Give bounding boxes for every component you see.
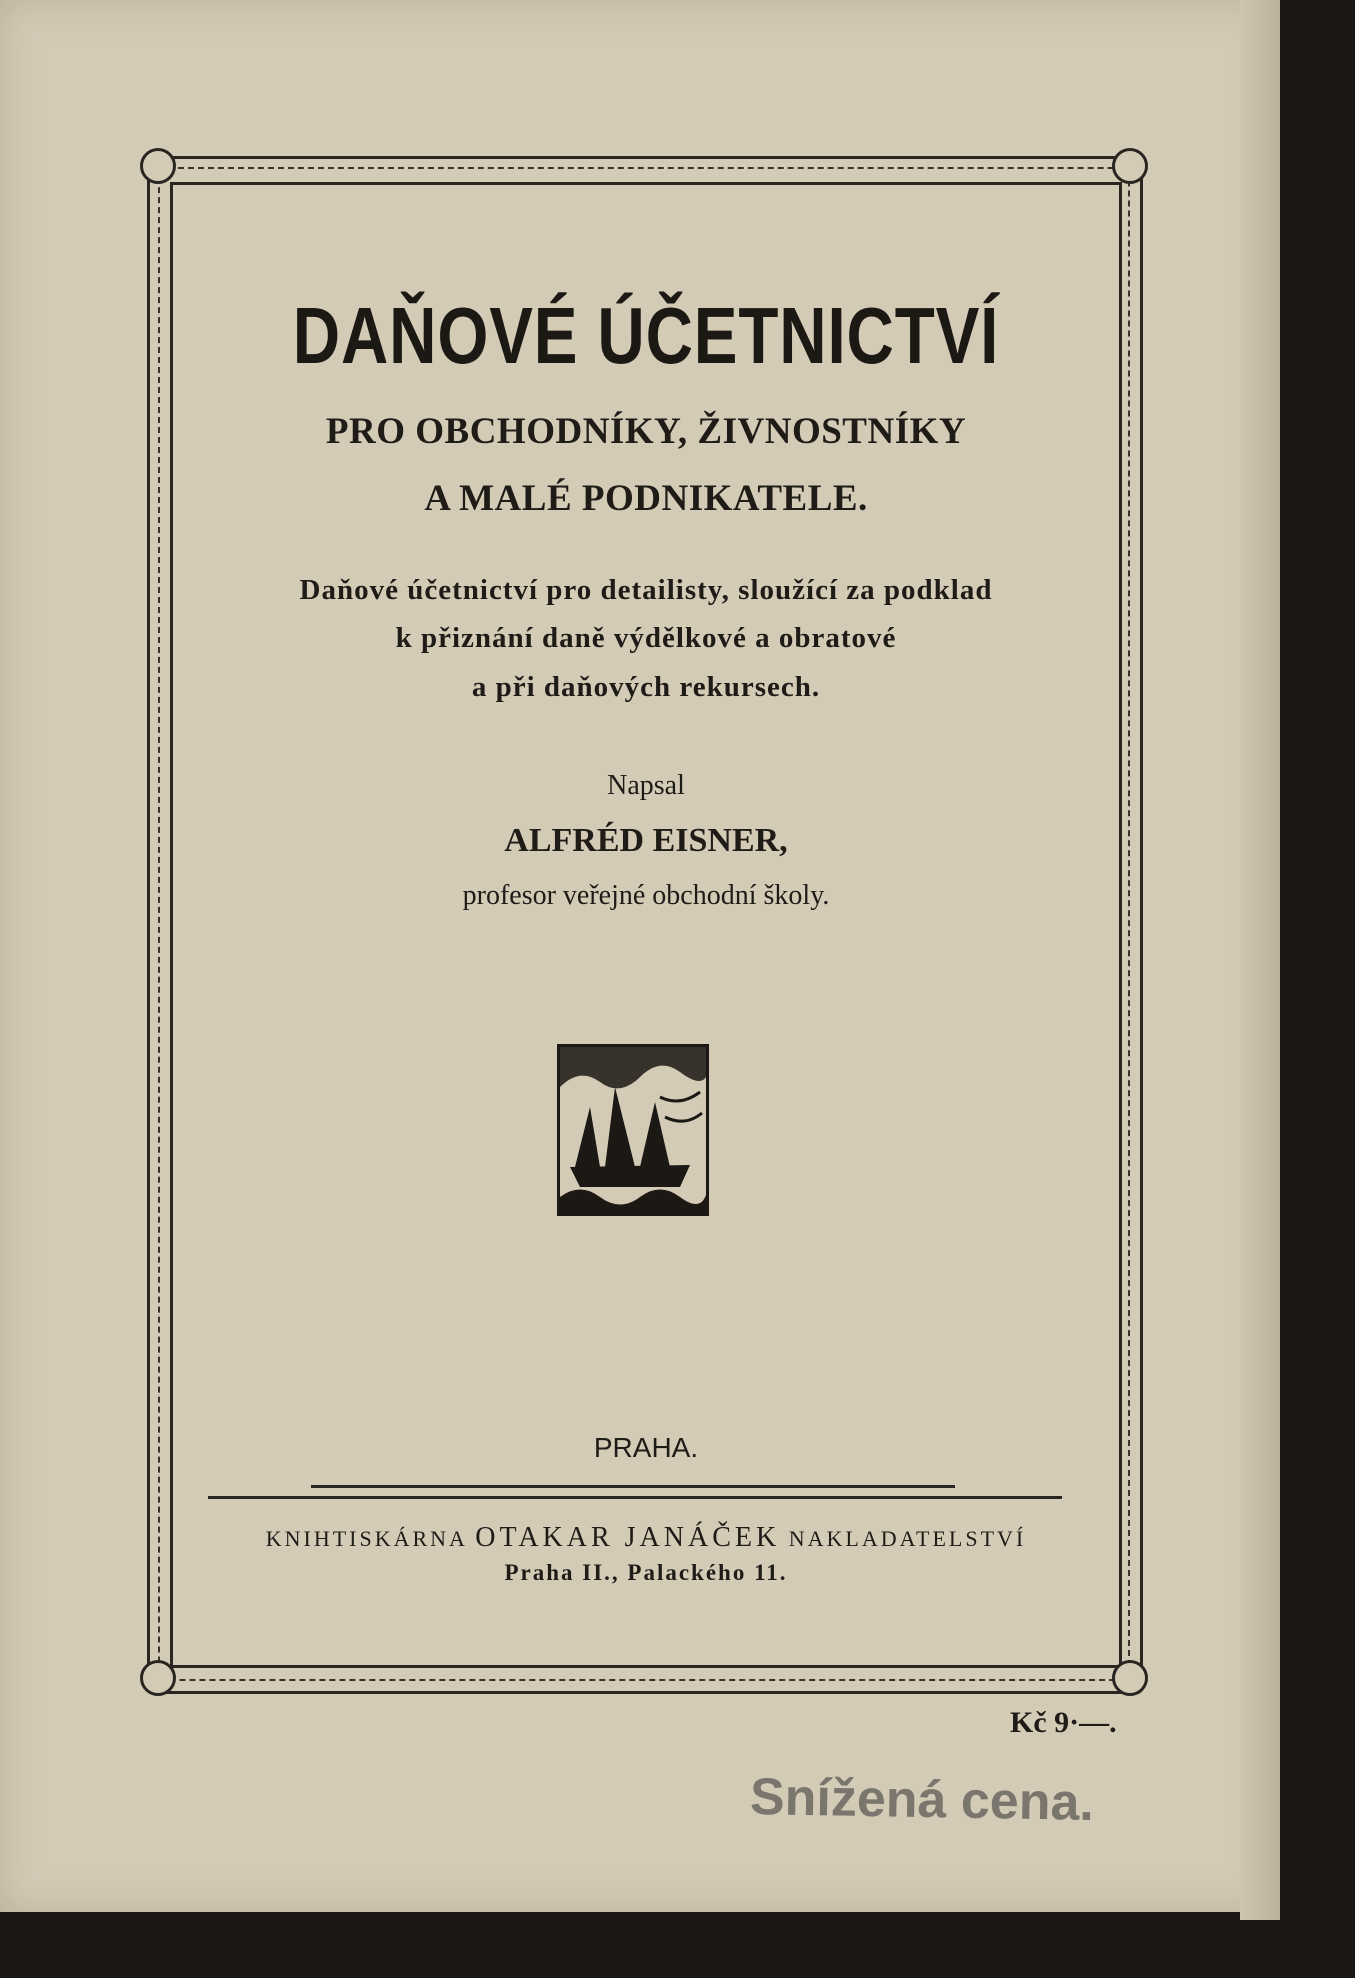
divider-rule bbox=[311, 1485, 955, 1488]
written-by-label: Napsal bbox=[607, 770, 685, 801]
author-name: ALFRÉD EISNER, bbox=[504, 822, 788, 859]
description-line-3: a při daňových rekursech. bbox=[471, 671, 821, 703]
book-title: DAŇOVÉ ÚČETNICTVÍ bbox=[292, 291, 1000, 380]
cover-edge bbox=[1240, 0, 1280, 1920]
ship-emblem-icon bbox=[557, 1044, 709, 1216]
divider-rule bbox=[208, 1496, 1062, 1499]
city-label: PRAHA. bbox=[593, 1432, 699, 1463]
price-label: Kč 9·—. bbox=[1010, 1706, 1117, 1739]
publisher-name: OTAKAR JANÁČEK bbox=[475, 1522, 781, 1553]
publisher-address: Praha II., Palackého 11. bbox=[504, 1560, 788, 1585]
subtitle-line-1: PRO OBCHODNÍKY, ŽIVNOSTNÍKY bbox=[325, 411, 967, 452]
corner-ornament-icon bbox=[140, 1660, 176, 1696]
author-title: profesor veřejné obchodní školy. bbox=[462, 880, 830, 911]
description-line-2: k přiznání daně výdělkové a obratové bbox=[395, 622, 897, 654]
description-line-1: Daňové účetnictví pro detailisty, sloužící za podklad bbox=[299, 574, 993, 606]
publisher-line bbox=[170, 1522, 1122, 1554]
corner-ornament-icon bbox=[1112, 1660, 1148, 1696]
corner-ornament-icon bbox=[1112, 148, 1148, 184]
publisher-left: KNIHTISKÁRNA bbox=[265, 1526, 467, 1551]
corner-ornament-icon bbox=[140, 148, 176, 184]
subtitle-line-2: A MALÉ PODNIKATELE. bbox=[424, 478, 868, 519]
discount-stamp: Snížená cena. bbox=[749, 1768, 1095, 1832]
publisher-right: NAKLADATELSTVÍ bbox=[788, 1526, 1027, 1551]
